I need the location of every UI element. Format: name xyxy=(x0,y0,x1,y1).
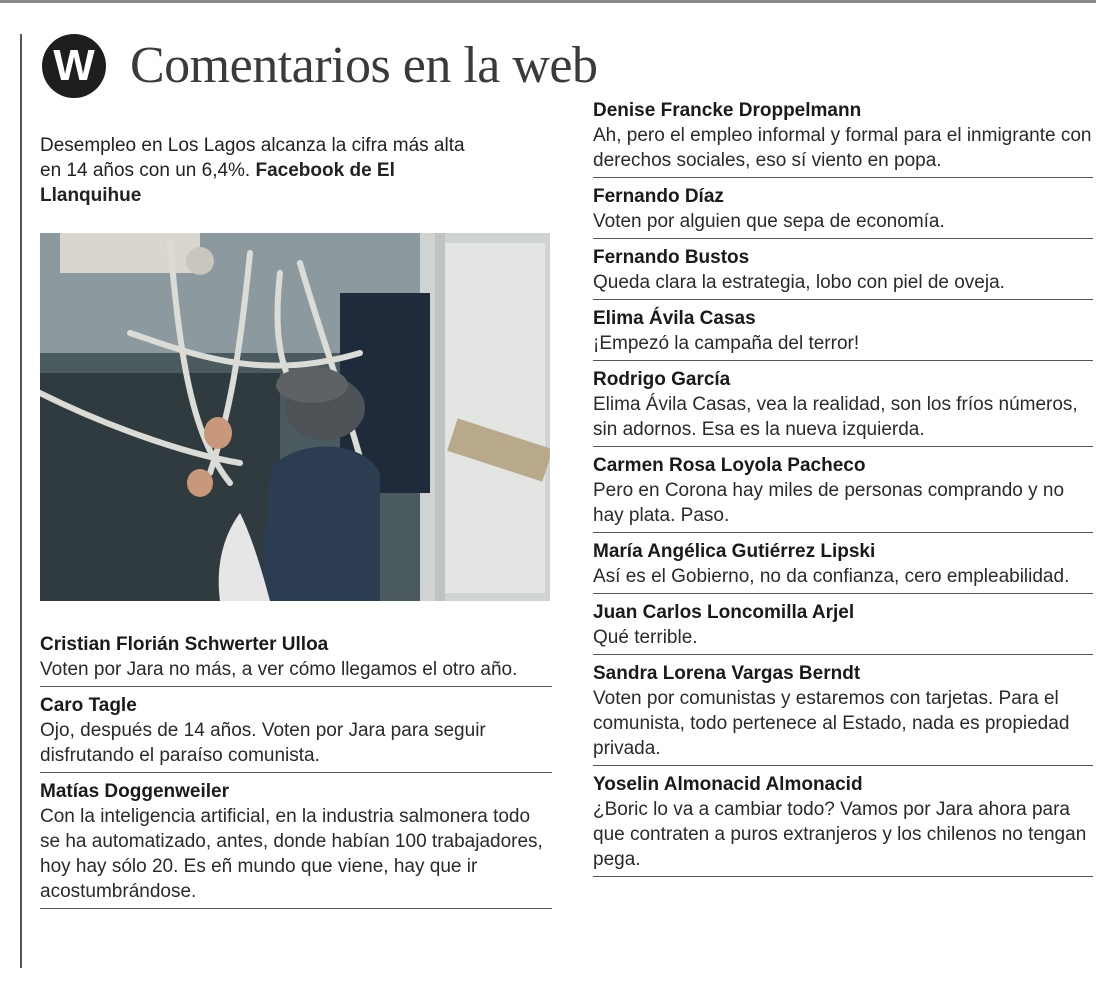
comment-item xyxy=(593,182,1093,239)
comment-item xyxy=(40,777,552,909)
comment-text: Voten por Jara no más, a ver cómo llegamos el otro año. xyxy=(40,659,518,680)
comment-text: Voten por alguien que sepa de economía. xyxy=(593,211,945,232)
comment-item xyxy=(40,630,552,687)
comment-item xyxy=(593,598,1093,655)
comment-item xyxy=(593,304,1093,361)
comment-item xyxy=(593,96,1093,178)
comment-author: Caro Tagle xyxy=(40,695,137,716)
comments-left-column xyxy=(40,630,552,913)
comment-text: Queda clara la estrategia, lobo con piel de oveja. xyxy=(593,272,1005,293)
w-logo-icon: W xyxy=(42,34,106,98)
comment-author: Matías Doggenweiler xyxy=(40,781,229,802)
comments-right-column xyxy=(593,96,1093,881)
intro-source: Facebook de El Llanquihue xyxy=(40,160,395,206)
comment-text: Elima Ávila Casas, vea la realidad, son los fríos números, sin adornos. Esa es la nueva izquierda. xyxy=(593,394,1078,440)
comment-item xyxy=(593,365,1093,447)
comment-author: Fernando Bustos xyxy=(593,247,750,268)
comment-text: Qué terrible. xyxy=(593,627,698,648)
comment-author: Elima Ávila Casas xyxy=(593,308,756,329)
comment-item xyxy=(593,659,1093,766)
article-photo xyxy=(40,233,550,601)
comment-author: Fernando Díaz xyxy=(593,186,724,207)
comment-text: Voten por comunistas y estaremos con tarjetas. Para el comunista, todo pertenece al Estado, nada es propiedad privada. xyxy=(593,688,1070,759)
intro-paragraph xyxy=(40,133,490,208)
comment-author: Carmen Rosa Loyola Pacheco xyxy=(593,455,866,476)
comment-item xyxy=(593,537,1093,594)
comment-text: Pero en Corona hay miles de personas comprando y no hay plata. Paso. xyxy=(593,480,1065,526)
comment-item xyxy=(593,451,1093,533)
comment-text: Así es el Gobierno, no da confianza, cero empleabilidad. xyxy=(593,566,1070,587)
comment-text: Con la inteligencia artificial, en la industria salmonera todo se ha automatizado, antes, donde habían 100 trabajadores, hoy hay sólo 20. Es eñ mundo que viene, hay que ir acostumbrándose. xyxy=(40,806,543,902)
left-column-rule xyxy=(20,34,22,968)
comment-author: Sandra Lorena Vargas Berndt xyxy=(593,663,861,684)
top-rule xyxy=(0,0,1096,3)
comment-author: Rodrigo García xyxy=(593,369,731,390)
intro-text: Desempleo en Los Lagos alcanza la cifra más alta en 14 años con un 6,4%. xyxy=(40,135,465,181)
comment-author: María Angélica Gutiérrez Lipski xyxy=(593,541,876,562)
comment-item xyxy=(593,243,1093,300)
comment-text: ¡Empezó la campaña del terror! xyxy=(593,333,860,354)
comment-item xyxy=(593,770,1093,877)
comment-author: Juan Carlos Loncomilla Arjel xyxy=(593,602,855,623)
comment-item xyxy=(40,691,552,773)
salmon-plant-worker-illustration xyxy=(40,233,550,601)
comment-text: Ojo, después de 14 años. Voten por Jara para seguir disfrutando el paraíso comunista. xyxy=(40,720,486,766)
comment-author: Denise Francke Droppelmann xyxy=(593,100,862,121)
comment-text: Ah, pero el empleo informal y formal para el inmigrante con derechos sociales, eso sí viento en popa. xyxy=(593,125,1092,171)
comment-author: Yoselin Almonacid Almonacid xyxy=(593,774,863,795)
section-title: Comentarios en la web xyxy=(130,37,598,94)
comment-text: ¿Boric lo va a cambiar todo? Vamos por Jara ahora para que contraten a puros extranjeros y los chilenos no tengan pega. xyxy=(593,799,1087,870)
comment-author: Cristian Florián Schwerter Ulloa xyxy=(40,634,329,655)
